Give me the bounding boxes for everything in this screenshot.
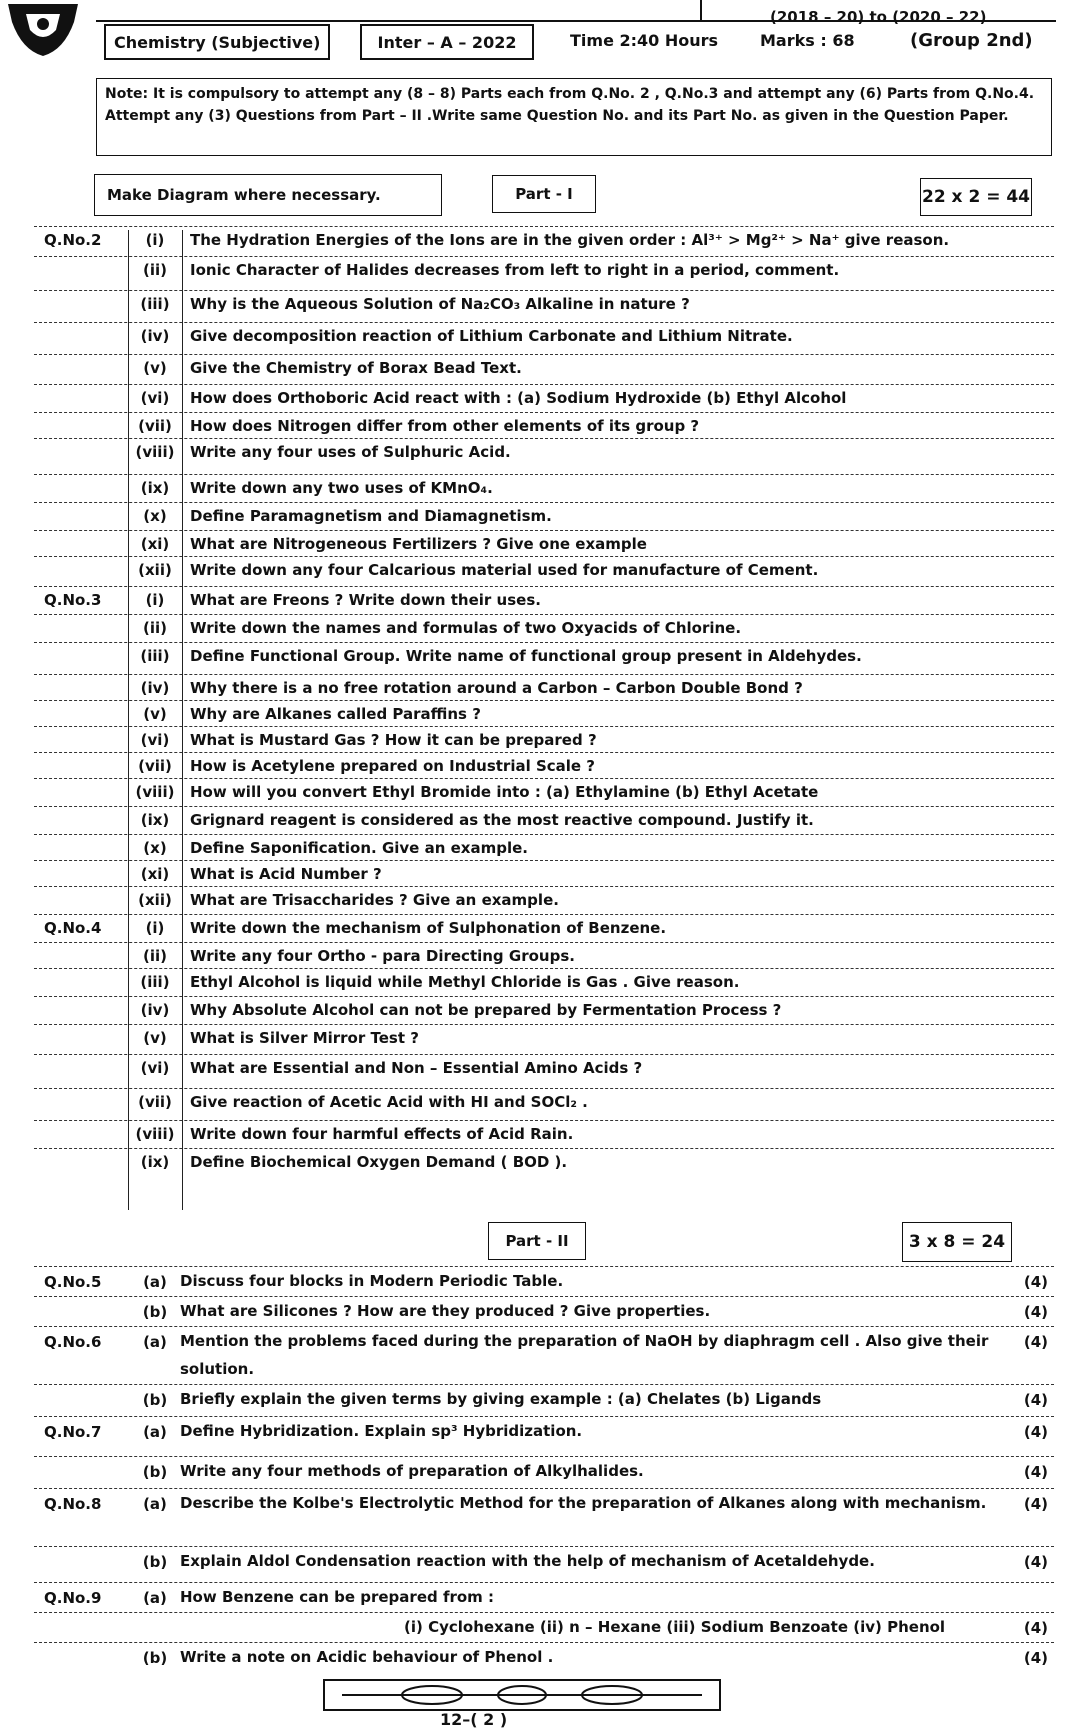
part-number: (xi) [140,865,170,883]
question-row [34,1054,1054,1080]
question-row [34,886,1054,912]
question-row [34,384,1054,410]
marks-value: (4) [1023,1619,1048,1637]
sessions-text: (2018 – 20) to (2020 – 22) [770,8,987,26]
part-number: (a) [143,1495,167,1513]
part-number: (ii) [143,619,167,637]
long-question-row [34,1546,1054,1582]
question-text: What are Essential and Non – Essential Amino Acids ? [190,1059,643,1077]
part-number: (iv) [140,327,170,345]
question-text: Write down the mechanism of Sulphonation of Benzene. [190,919,667,937]
question-text: Why Absolute Alcohol can not be prepared by Fermentation Process ? [190,1001,782,1019]
question-number: Q.No.2 [44,231,102,249]
question-text: What are Nitrogeneous Fertilizers ? Give one example [190,535,647,553]
question-text: Write a note on Acidic behaviour of Phenol . [180,1648,554,1666]
part-number: (viii) [135,443,175,461]
question-number: Q.No.6 [44,1333,102,1351]
question-row [34,530,1054,556]
part-number: (ii) [143,261,167,279]
question-text: What is Silver Mirror Test ? [190,1029,419,1047]
part-number: (iv) [140,679,170,697]
question-row [34,1024,1054,1050]
part-number: (i) [145,231,165,249]
question-text: Define Biochemical Oxygen Demand ( BOD ). [190,1153,568,1171]
diagram-instruction: Make Diagram where necessary. [94,174,442,216]
time-text: Time 2:40 Hours [570,30,719,50]
part-number: (b) [142,1553,168,1571]
long-question-row [34,1582,1054,1612]
question-text: Grignard reagent is considered as the most reactive compound. Justify it. [190,811,814,829]
question-text: Give reaction of Acetic Acid with HI and SOCl₂ . [190,1093,588,1111]
marks-text: Marks : 68 [760,30,855,50]
part-number: (xii) [138,891,172,909]
question-text: Write any four Ortho - para Directing Groups. [190,947,575,965]
part-number: (a) [143,1589,167,1607]
question-text: Why is the Aqueous Solution of Na₂CO₃ Alkaline in nature ? [190,295,690,313]
question-text: Define Hybridization. Explain sp³ Hybridization. [180,1422,583,1440]
question-text: Briefly explain the given terms by giving example : (a) Chelates (b) Ligands [180,1390,822,1408]
question-text: Define Functional Group. Write name of functional group present in Aldehydes. [190,647,862,665]
question-row [34,474,1054,500]
question-row [34,914,1054,940]
marks-value: (4) [1023,1463,1048,1481]
question-text: The Hydration Energies of the Ions are in the given order : Al³⁺ > Mg²⁺ > Na⁺ give reason. [190,231,950,249]
marks-value: (4) [1023,1273,1048,1291]
question-number: Q.No.5 [44,1273,102,1291]
part-number: (v) [143,705,167,723]
subject-title: Chemistry (Subjective) [104,24,330,60]
long-question-row [34,1266,1054,1296]
marks-value: (4) [1023,1495,1048,1513]
part-one-marks: 22 x 2 = 44 [920,178,1032,216]
question-row [34,502,1054,528]
question-text: What are Silicones ? How are they produced ? Give properties. [180,1302,711,1320]
question-row [34,834,1054,860]
part-number: (i) [145,919,165,937]
question-row [34,256,1054,282]
marks-value: (4) [1023,1553,1048,1571]
column-divider [128,230,129,1210]
part-number: (vii) [138,757,172,775]
question-text: How is Acetylene prepared on Industrial Scale ? [190,757,595,775]
part-number: (v) [143,359,167,377]
part-number: (vi) [140,1059,170,1077]
part-number: (iii) [140,647,170,665]
question-text: How does Nitrogen differ from other elements of its group ? [190,417,700,435]
question-text: What are Trisaccharides ? Give an example. [190,891,559,909]
part-number: (a) [143,1423,167,1441]
long-question-row [34,1296,1054,1326]
paper-code: Inter – A – 2022 [360,24,534,60]
question-row [34,726,1054,752]
long-question-row [34,1384,1054,1416]
marks-value: (4) [1023,1303,1048,1321]
question-row [34,354,1054,380]
part-number: (ix) [140,811,170,829]
marks-value: (4) [1023,1423,1048,1441]
long-question-row [34,1488,1054,1546]
part-number: (b) [142,1303,168,1321]
part-number: (vii) [138,417,172,435]
question-text: What are Freons ? Write down their uses. [190,591,541,609]
question-row [34,942,1054,968]
marks-value: (4) [1023,1391,1048,1409]
question-row [34,860,1054,886]
question-row [34,752,1054,778]
question-number: Q.No.4 [44,919,102,937]
question-row [34,614,1054,640]
part-number: (ix) [140,479,170,497]
question-row [34,226,1054,252]
part-number: (vi) [140,731,170,749]
question-text: Write any four methods of preparation of Alkylhalides. [180,1462,644,1480]
part-number: (x) [143,839,167,857]
part-number: (vii) [138,1093,172,1111]
question-text: Ionic Character of Halides decreases from left to right in a period, comment. [190,261,840,279]
part-number: (a) [143,1333,167,1351]
question-text: Mention the problems faced during the preparation of NaOH by diaphragm cell . Also give their solution. [180,1332,989,1378]
part-number: (xii) [138,561,172,579]
part-number: (ii) [143,947,167,965]
question-row [34,778,1054,804]
long-question-row [34,1642,1054,1672]
part-number: (ix) [140,1153,170,1171]
part-number: (a) [143,1273,167,1291]
question-number: Q.No.8 [44,1495,102,1513]
question-number: Q.No.7 [44,1423,102,1441]
question-text: Write down any two uses of KMnO₄. [190,479,493,497]
question-text: How Benzene can be prepared from : [180,1588,495,1606]
part-number: (xi) [140,535,170,553]
question-row [34,586,1054,612]
question-number: Q.No.9 [44,1589,102,1607]
question-row [34,290,1054,316]
long-question-row [34,1416,1054,1456]
question-row [34,996,1054,1022]
question-text: Write down the names and formulas of two Oxyacids of Chlorine. [190,619,742,637]
part-two-marks: 3 x 8 = 24 [902,1222,1012,1262]
question-text: Why there is a no free rotation around a Carbon – Carbon Double Bond ? [190,679,803,697]
question-text: Give the Chemistry of Borax Bead Text. [190,359,522,377]
part-number: (iii) [140,295,170,313]
question-text: Describe the Kolbe's Electrolytic Method for the preparation of Alkanes along with mechanism. [180,1494,987,1512]
part-number: (iii) [140,973,170,991]
question-row [34,438,1054,464]
question-row [34,700,1054,726]
question-text: Give decomposition reaction of Lithium Carbonate and Lithium Nitrate. [190,327,793,345]
part-number: (iv) [140,1001,170,1019]
question-row [34,642,1054,668]
footer-code: 12–( 2 ) [440,1710,508,1729]
long-question-row [34,1456,1054,1488]
question-row [34,1148,1054,1174]
part-number: (vi) [140,389,170,407]
marks-value: (4) [1023,1649,1048,1667]
question-text: Why are Alkanes called Paraffins ? [190,705,481,723]
question-text: Define Paramagnetism and Diamagnetism. [190,507,552,525]
question-text: What is Acid Number ? [190,865,382,883]
question-text: Write any four uses of Sulphuric Acid. [190,443,511,461]
footer-ornament-icon [322,1676,722,1716]
long-question-row [34,1612,1054,1642]
question-text: Ethyl Alcohol is liquid while Methyl Chloride is Gas . Give reason. [190,973,740,991]
question-text: How does Orthoboric Acid react with : (a) Sodium Hydroxide (b) Ethyl Alcohol [190,389,847,407]
part-number: (i) [145,591,165,609]
question-row [34,556,1054,582]
group-text: (Group 2nd) [910,29,1033,51]
column-divider [182,230,183,1210]
part-number: (b) [142,1391,168,1409]
question-row [34,806,1054,832]
question-text: How will you convert Ethyl Bromide into : (a) Ethylamine (b) Ethyl Acetate [190,783,819,801]
marks-value: (4) [1023,1333,1048,1351]
question-text: Write down four harmful effects of Acid Rain. [190,1125,574,1143]
question-text: What is Mustard Gas ? How it can be prepared ? [190,731,597,749]
part-number: (b) [142,1649,168,1667]
part-one-label: Part - I [492,175,596,213]
question-row [34,1120,1054,1146]
question-row [34,1088,1054,1114]
board-logo-icon [4,0,82,58]
question-text: Explain Aldol Condensation reaction with the help of mechanism of Acetaldehyde. [180,1552,875,1570]
part-number: (b) [142,1463,168,1481]
question-text: Write down any four Calcarious material used for manufacture of Cement. [190,561,819,579]
question-text: Define Saponification. Give an example. [190,839,528,857]
question-row [34,674,1054,700]
long-question-row [34,1326,1054,1384]
part-number: (viii) [135,783,175,801]
part-number: (viii) [135,1125,175,1143]
question-row [34,968,1054,994]
question-text: Discuss four blocks in Modern Periodic Table. [180,1272,564,1290]
question-text: (i) Cyclohexane (ii) n – Hexane (iii) Sodium Benzoate (iv) Phenol [404,1618,946,1636]
part-number: (v) [143,1029,167,1047]
part-number: (x) [143,507,167,525]
question-row [34,322,1054,348]
question-row [34,412,1054,438]
part-two-label: Part - II [488,1222,586,1260]
note-box: Note: It is compulsory to attempt any (8 – 8) Parts each from Q.No. 2 , Q.No.3 and attempt any (6) Parts from Q.No.4. Attempt any (3) Questions from Part – II .Write same Question No. and its Part No. as given in the Question Paper. [96,78,1052,156]
header-divider [700,0,702,22]
question-number: Q.No.3 [44,591,102,609]
